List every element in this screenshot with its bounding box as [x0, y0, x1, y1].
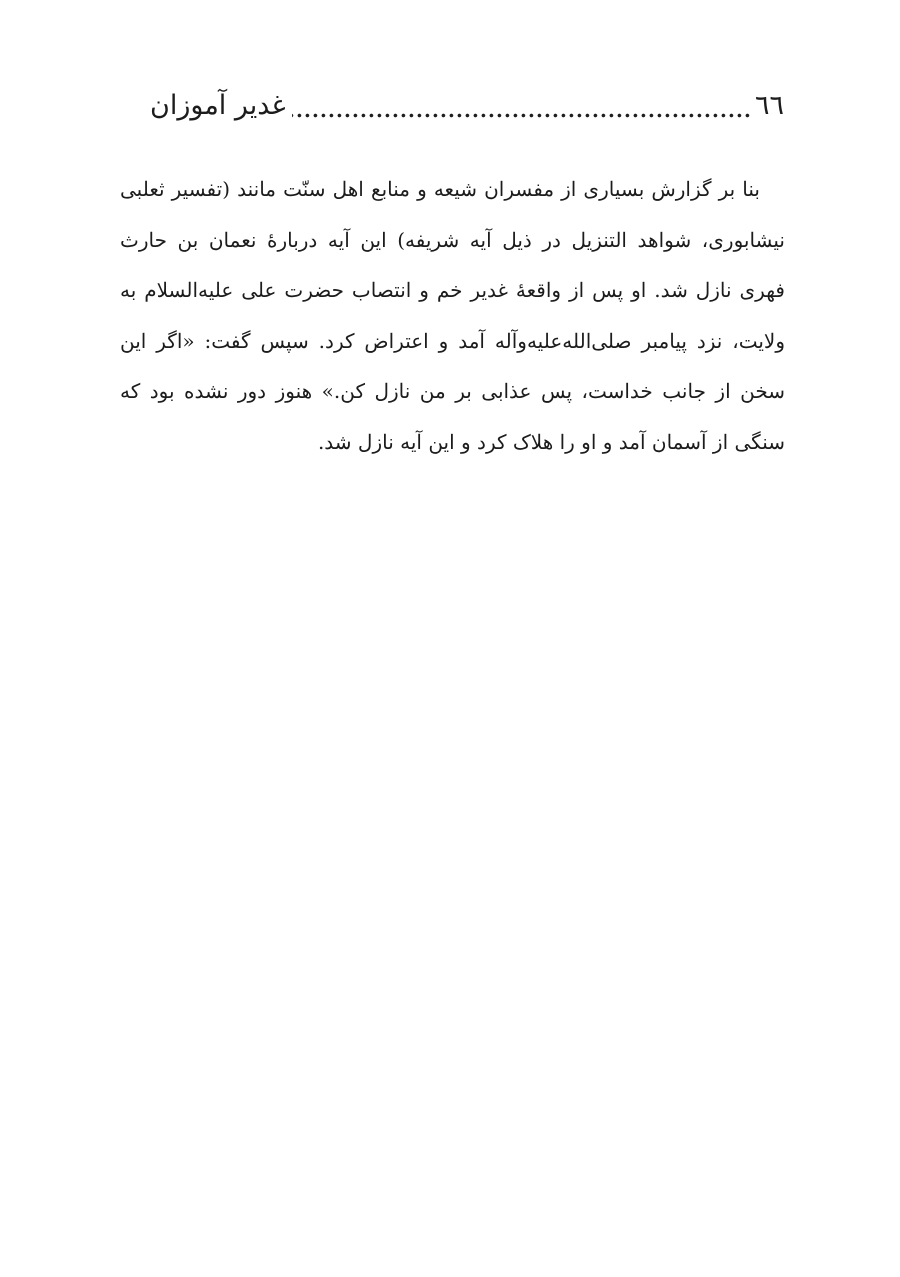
dot-leader	[292, 84, 751, 128]
page-number: ٦٦	[754, 90, 784, 121]
book-title: غدیر آموزان	[150, 90, 286, 121]
running-head	[150, 84, 784, 128]
body-paragraph: بنا بر گزارش بسیاری از مفسران شیعه و منابع اهل سنّت مانند (تفسیر ثعلبی نیشابوری، شواهد التنزیل در ذیل آیه شریفه) این آیه دربارهٔ نعمان بن حارث فهری نازل شد. او پس از واقعهٔ غدیر خم و انتصاب حضرت علی علیه‌السلام به ولایت، نزد پیامبر صلی‌الله‌علیه‌وآله آمد و اعتراض کرد. سپس گفت: «اگر این سخن از جانب خداست، پس عذابی بر من نازل کن.» هنوز دور نشده بود که سنگی از آسمان آمد و او را هلاک کرد و این آیه نازل شد.	[120, 177, 785, 454]
